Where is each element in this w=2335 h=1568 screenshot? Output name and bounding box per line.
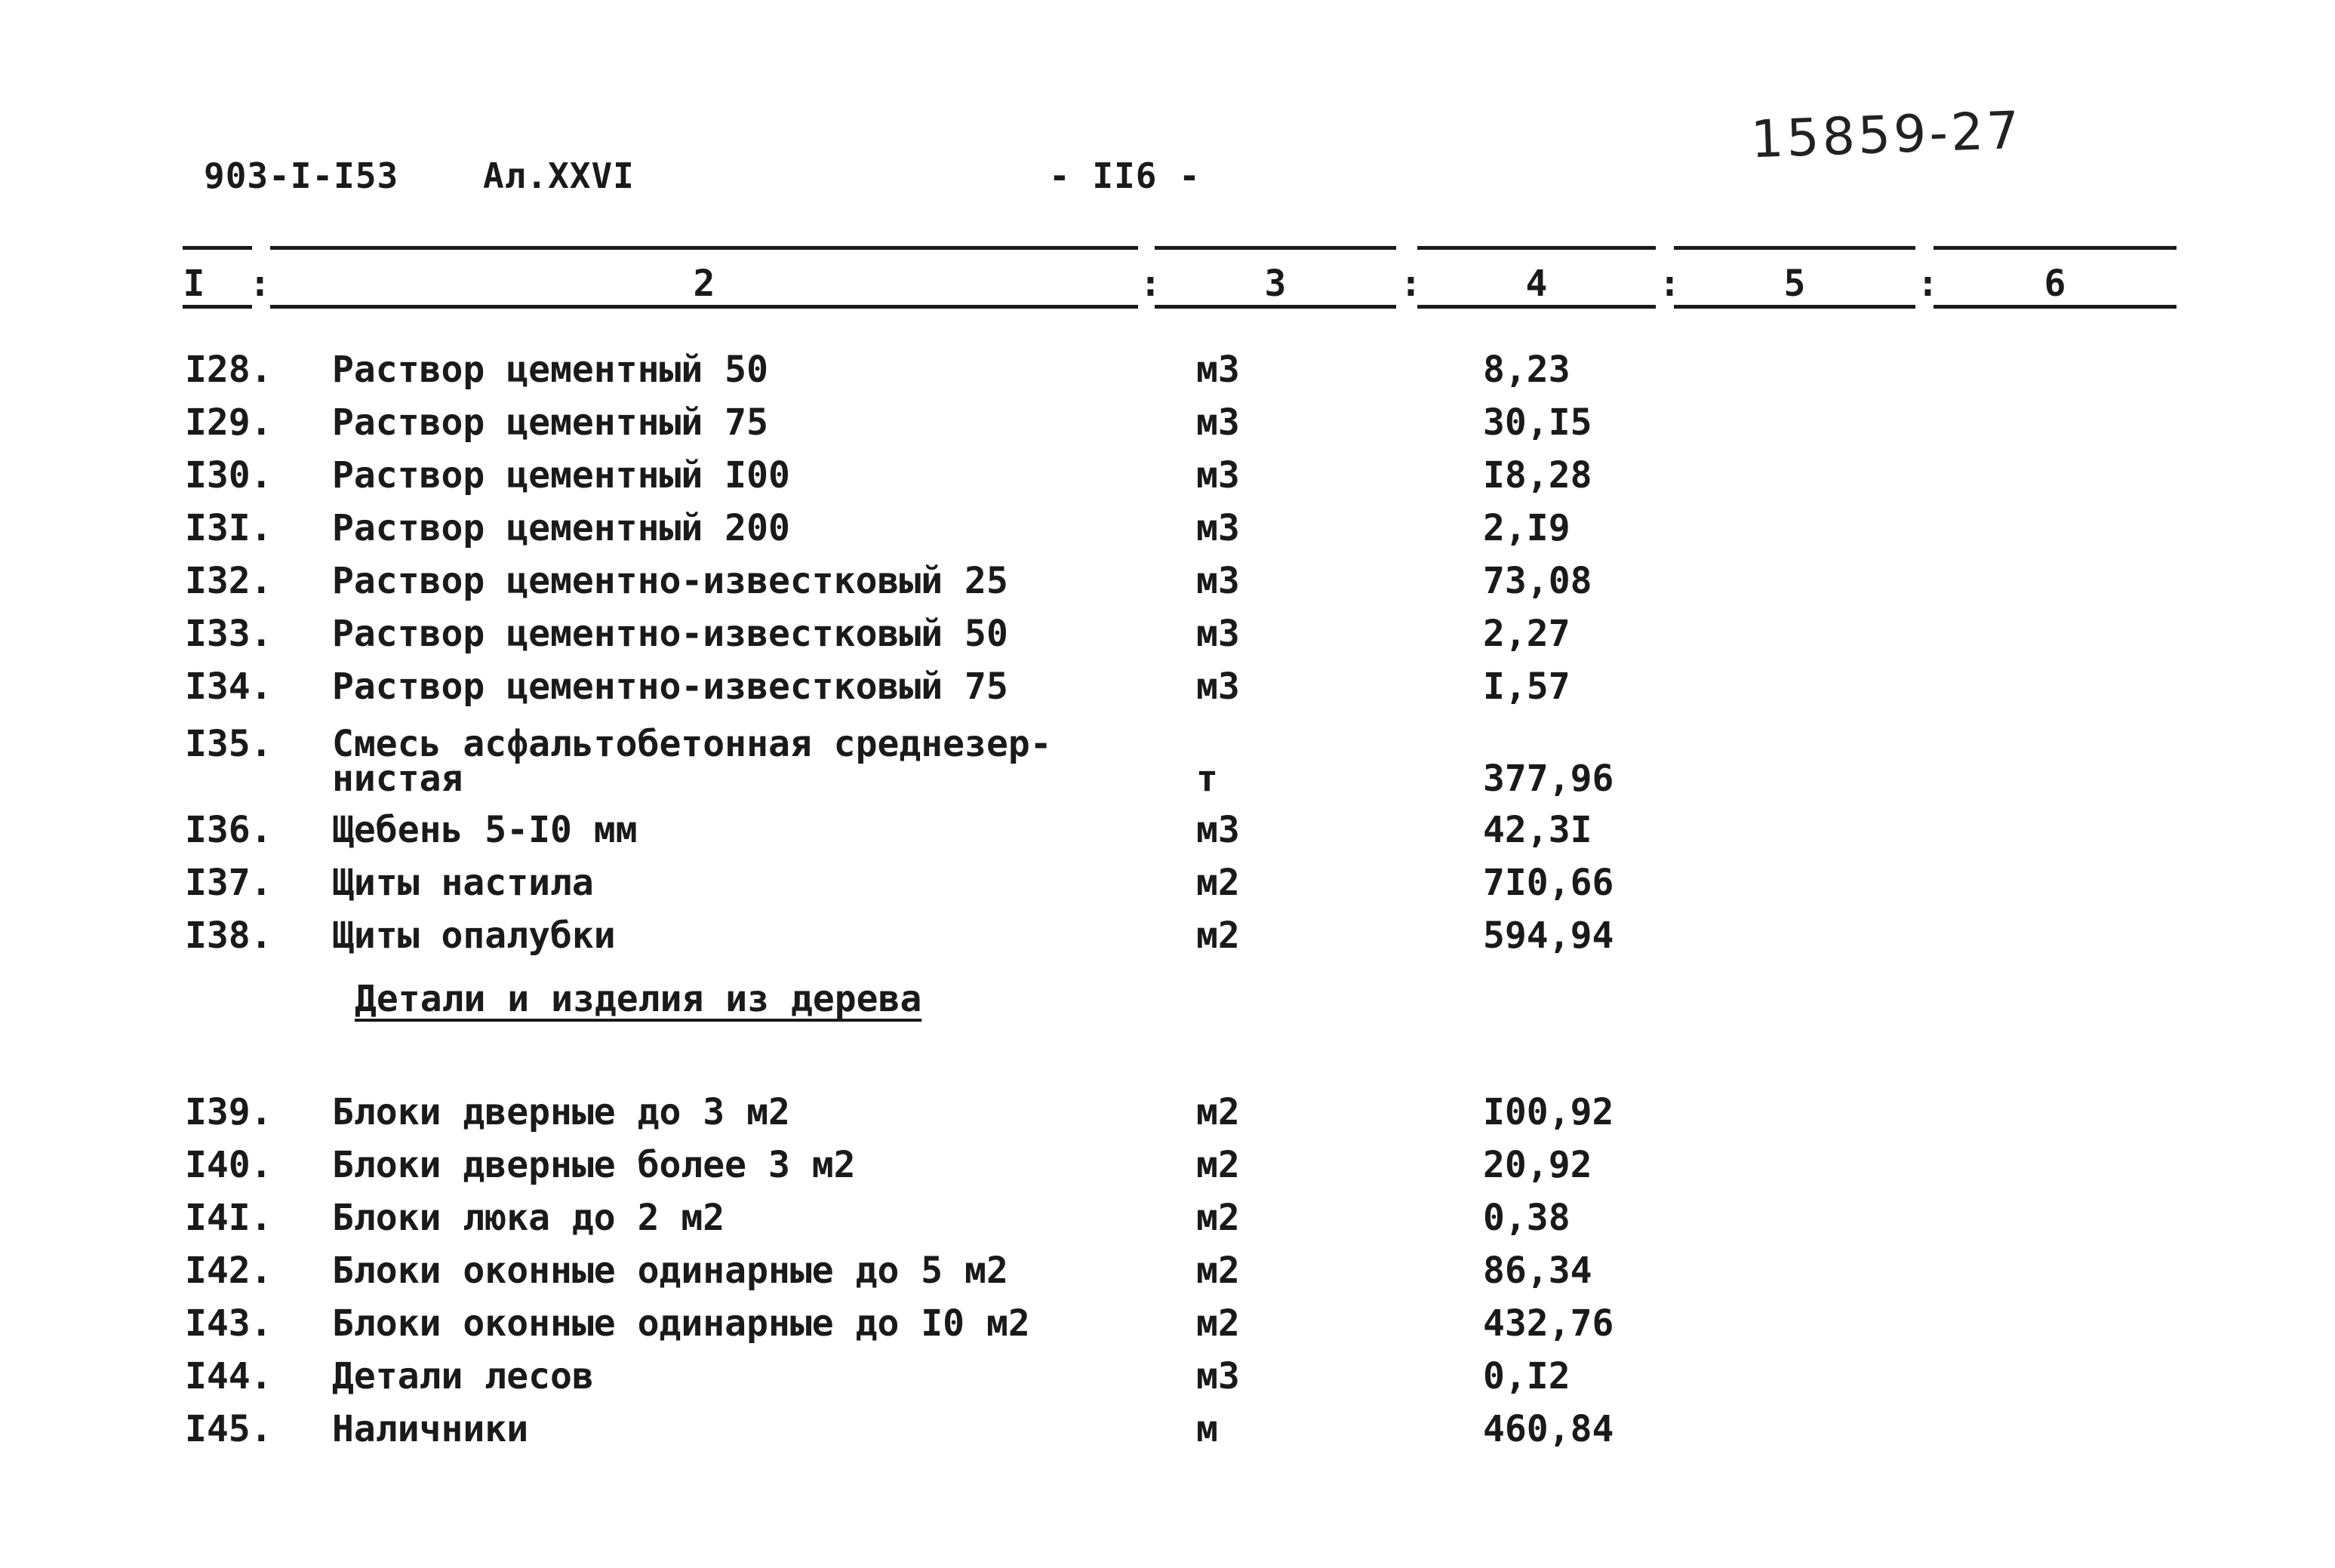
- row-name: Раствор цементно-известковый 50: [332, 613, 1008, 655]
- row-number: I39.: [185, 1091, 272, 1133]
- row-name-line2: нистая: [332, 758, 463, 800]
- row-quantity: 20,92: [1483, 1144, 1592, 1186]
- album-label: Ал.XXVI: [483, 155, 635, 196]
- row-number: I29.: [185, 401, 272, 444]
- header-rule-top-6: [1934, 246, 2177, 250]
- row-unit: м3: [1196, 666, 1240, 708]
- row-number: I36.: [185, 809, 272, 851]
- row-unit: м3: [1196, 349, 1240, 391]
- col-header-5: 5: [1783, 263, 1806, 305]
- row-number: I4I.: [185, 1197, 272, 1239]
- row-name: Блоки люка до 2 м2: [332, 1197, 725, 1239]
- col-header-3: 3: [1264, 263, 1287, 305]
- row-unit: т: [1196, 758, 1218, 800]
- row-unit: м: [1196, 1408, 1218, 1450]
- row-name: Блоки дверные до 3 м2: [332, 1091, 790, 1133]
- row-quantity: 460,84: [1483, 1408, 1614, 1450]
- col-header-6: 6: [2044, 263, 2066, 305]
- row-number: I28.: [185, 349, 272, 391]
- row-number: I43.: [185, 1302, 272, 1345]
- row-quantity: 42,3I: [1483, 809, 1592, 851]
- row-quantity: 594,94: [1483, 915, 1614, 957]
- row-quantity: 0,38: [1483, 1197, 1571, 1239]
- row-quantity: 7I0,66: [1483, 862, 1614, 904]
- row-name: Детали лесов: [332, 1355, 594, 1397]
- row-name: Щиты опалубки: [332, 915, 616, 957]
- row-name: Блоки оконные одинарные до 5 м2: [332, 1250, 1008, 1292]
- row-name: Блоки дверные более 3 м2: [332, 1144, 856, 1186]
- row-number: I33.: [185, 613, 272, 655]
- header-rule-top-3: [1155, 246, 1396, 250]
- row-name: Раствор цементно-известковый 25: [332, 560, 1008, 602]
- row-number: I34.: [185, 666, 272, 708]
- header-rule-bottom-1: [183, 305, 252, 309]
- row-number: I42.: [185, 1250, 272, 1292]
- row-quantity: 30,I5: [1483, 401, 1592, 444]
- row-number: I45.: [185, 1408, 272, 1450]
- table-row: [0, 723, 2335, 806]
- header-rule-bottom-4: [1417, 305, 1656, 309]
- col-separator: :: [1659, 263, 1681, 305]
- col-header-2: 2: [693, 263, 715, 305]
- page-number: - II6 -: [1049, 155, 1201, 196]
- row-quantity: I,57: [1483, 666, 1571, 708]
- row-number: I40.: [185, 1144, 272, 1186]
- row-unit: м3: [1196, 1355, 1240, 1397]
- section-title: Детали и изделия из дерева: [355, 978, 922, 1020]
- header-rule-top-5: [1674, 246, 1915, 250]
- row-name: Раствор цементный 200: [332, 507, 790, 549]
- row-unit: м2: [1196, 915, 1240, 957]
- row-name: Щебень 5-I0 мм: [332, 809, 638, 851]
- row-number: I37.: [185, 862, 272, 904]
- row-number: I44.: [185, 1355, 272, 1397]
- row-quantity: I00,92: [1483, 1091, 1614, 1133]
- row-quantity: 2,27: [1483, 613, 1571, 655]
- row-number: I32.: [185, 560, 272, 602]
- row-unit: м3: [1196, 401, 1240, 444]
- header-rule-bottom-2: [270, 305, 1138, 309]
- row-name: Блоки оконные одинарные до I0 м2: [332, 1302, 1030, 1345]
- row-name-line1: Смесь асфальтобетонная среднезер-: [332, 723, 1052, 765]
- doc-code: 903-I-I53: [204, 155, 399, 196]
- row-name: Раствор цементный 50: [332, 349, 768, 391]
- row-quantity: 432,76: [1483, 1302, 1614, 1345]
- row-unit: м3: [1196, 507, 1240, 549]
- row-number: I38.: [185, 915, 272, 957]
- row-number: I3I.: [185, 507, 272, 549]
- header-rule-bottom-6: [1934, 305, 2177, 309]
- row-name: Раствор цементный 75: [332, 401, 768, 444]
- row-quantity: 2,I9: [1483, 507, 1571, 549]
- row-name: Раствор цементно-известковый 75: [332, 666, 1008, 708]
- stamp-number: 15859-27: [1749, 100, 2023, 171]
- row-unit: м2: [1196, 1144, 1240, 1186]
- col-header-1: I: [183, 263, 205, 305]
- row-unit: м2: [1196, 1250, 1240, 1292]
- row-quantity: 377,96: [1483, 758, 1614, 800]
- row-quantity: 86,34: [1483, 1250, 1592, 1292]
- header-rule-bottom-3: [1155, 305, 1396, 309]
- row-unit: м2: [1196, 862, 1240, 904]
- header-rule-top-2: [270, 246, 1138, 250]
- header-rule-top-4: [1417, 246, 1656, 250]
- row-quantity: 73,08: [1483, 560, 1592, 602]
- row-unit: м3: [1196, 560, 1240, 602]
- col-header-4: 4: [1525, 263, 1548, 305]
- row-unit: м2: [1196, 1197, 1240, 1239]
- header-rule-bottom-5: [1674, 305, 1915, 309]
- col-separator: :: [1400, 263, 1422, 305]
- row-unit: м3: [1196, 454, 1240, 497]
- col-separator: :: [249, 263, 271, 305]
- row-name: Раствор цементный I00: [332, 454, 790, 497]
- row-unit: м2: [1196, 1302, 1240, 1345]
- row-name: Наличники: [332, 1408, 529, 1450]
- row-unit: м3: [1196, 613, 1240, 655]
- col-separator: :: [1140, 263, 1161, 305]
- col-separator: :: [1917, 263, 1939, 305]
- row-quantity: 0,I2: [1483, 1355, 1571, 1397]
- row-number: I35.: [185, 723, 272, 765]
- row-number: I30.: [185, 454, 272, 497]
- row-unit: м3: [1196, 809, 1240, 851]
- row-quantity: 8,23: [1483, 349, 1571, 391]
- row-name: Щиты настила: [332, 862, 594, 904]
- row-quantity: I8,28: [1483, 454, 1592, 497]
- row-unit: м2: [1196, 1091, 1240, 1133]
- header-rule-top-1: [183, 246, 252, 250]
